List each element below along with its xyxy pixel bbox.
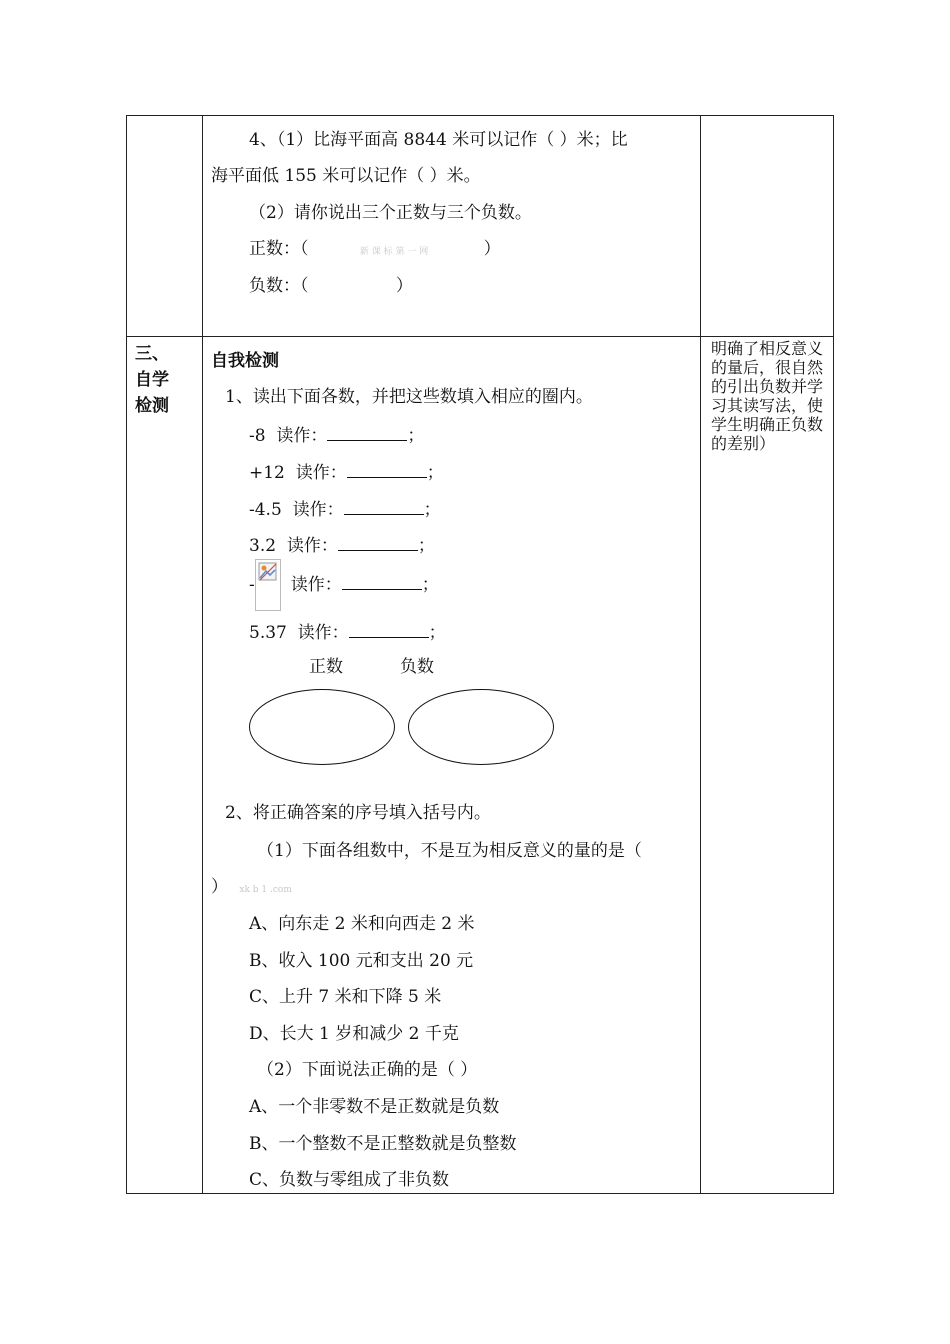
option-item: C、负数与零组成了非负数 [249,1170,450,1190]
answer-blank[interactable] [349,621,429,638]
answer-blank[interactable] [338,534,418,551]
question-2-2: （2）下面说法正确的是（ ） [257,1060,478,1080]
negative-close: ） [395,276,413,296]
read-line: - 读作： ； [249,575,439,595]
question-1: 1、读出下面各数，并把这些数填入相应的圈内。 [225,387,593,407]
option-item: D、长大 1 岁和减少 2 千克 [249,1024,459,1044]
broken-image-icon [255,559,281,611]
positive-label: 正数：（ [249,239,309,259]
negative-circle-label: 负数 [400,657,434,677]
teaching-note: 明确了相反意义的量后，很自然的引出负数并学习其读写法，使学生明确正负数的差别） [711,339,824,453]
option-item: C、上升 7 米和下降 5 米 [249,987,442,1007]
read-line: +12 读作： ； [249,463,444,483]
positive-answer-line [249,239,501,262]
table-row [127,337,834,1194]
q4-line2: 海平面低 155 米可以记作（ ）米。 [211,166,481,186]
negative-label: 负数：（ [249,276,309,296]
row1-label-cell [127,116,203,337]
section-label: 三、 自学 检测 [135,344,169,416]
watermark-text: 新 课 标 第 一 网 [359,247,429,257]
answer-blank[interactable] [342,573,422,590]
lesson-table [126,115,834,1194]
row2-note-cell [701,337,834,1194]
option-item: A、向东走 2 米和向西走 2 米 [249,914,475,934]
row2-label-cell [127,337,203,1194]
row2-content-cell [203,337,701,1194]
read-line: -4.5 读作： ； [249,500,441,520]
row1-content-cell [203,116,701,337]
row1-note-cell [701,116,834,337]
positive-circle-label: 正数 [309,657,343,677]
positive-circle[interactable] [249,689,395,765]
negative-answer-line [249,276,413,296]
read-line: -8 读作： ； [249,426,425,446]
answer-blank[interactable] [344,498,424,515]
option-item: A、一个非零数不是正数就是负数 [249,1097,500,1117]
negative-circle[interactable] [408,689,554,765]
read-line: 5.37 读作： ； [249,623,446,643]
positive-close: ） [483,239,501,259]
option-item: B、收入 100 元和支出 20 元 [249,951,474,971]
question-2-1-line2: ） xk b 1 .com [211,877,292,897]
section-heading: 自我检测 [211,351,279,371]
q4-line1: 4、（1）比海平面高 8844 米可以记作（ ）米；比 [249,130,628,150]
watermark-text: xk b 1 .com [239,885,292,895]
option-item: B、一个整数不是正整数就是负整数 [249,1134,517,1154]
question-2: 2、将正确答案的序号填入括号内。 [225,803,491,823]
question-2-1-line1: （1）下面各组数中，不是互为相反意义的量的是（ [257,841,642,861]
answer-blank[interactable] [327,424,407,441]
answer-blank[interactable] [347,461,427,478]
q4-part2: （2）请你说出三个正数与三个负数。 [249,203,532,223]
read-line: 3.2 读作： ； [249,536,435,556]
table-row [127,116,834,337]
